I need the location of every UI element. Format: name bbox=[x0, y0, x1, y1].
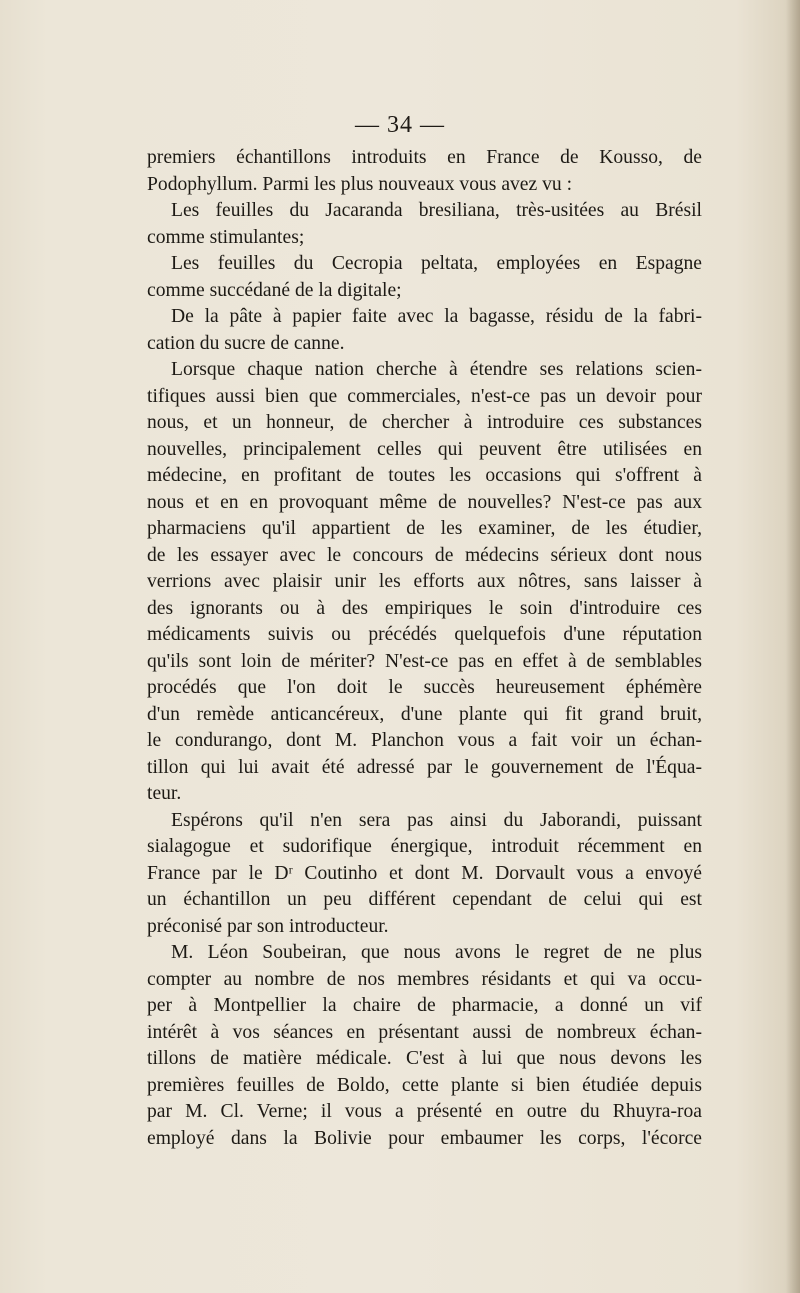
text-line: premières feuilles de Boldo, cette plante si bien étudiée depuis bbox=[147, 1074, 702, 1096]
text-line: per à Montpellier la chaire de pharmacie, a donné un vif bbox=[147, 995, 702, 1016]
text-line: Lorsque chaque nation cherche à étendre ses relations scien- bbox=[171, 359, 702, 380]
text-line: cation du sucre de canne. bbox=[147, 332, 345, 354]
text-line: médecine, en profitant de toutes les occasions qui s'offrent à bbox=[147, 465, 702, 486]
text-line: de les essayer avec le concours de médecins sérieux dont nous bbox=[147, 544, 702, 566]
text-line: tillons de matière médicale. C'est à lui que nous devons les bbox=[147, 1048, 702, 1069]
text-line: tifiques aussi bien que commerciales, n'est-ce pas un devoir pour bbox=[147, 385, 702, 407]
text-line: sialagogue et sudorifique énergique, introduit récemment en bbox=[147, 836, 702, 857]
text-line: qu'ils sont loin de mériter? N'est-ce pas en effet à de semblables bbox=[147, 650, 702, 672]
page-number: — 34 — bbox=[355, 112, 445, 138]
text-line: M. Léon Soubeiran, que nous avons le regret de ne plus bbox=[171, 942, 702, 963]
text-line: médicaments suivis ou précédés quelquefois d'une réputation bbox=[147, 624, 702, 645]
text-line: Espérons qu'il n'en sera pas ainsi du Jaborandi, puissant bbox=[171, 809, 702, 831]
text-line: employé dans la Bolivie pour embaumer les corps, l'écorce bbox=[147, 1127, 702, 1149]
text-line: procédés que l'on doit le succès heureusement éphémère bbox=[147, 677, 702, 698]
text-line: compter au nombre de nos membres résidants et qui va occu- bbox=[147, 968, 702, 990]
text-line: France par le Dʳ Coutinho et dont M. Dorvault vous a envoyé bbox=[147, 862, 702, 884]
text-line: nouvelles, principalement celles qui peuvent être utilisées en bbox=[147, 438, 702, 460]
text-line: un échantillon un peu différent cependant de celui qui est bbox=[147, 889, 702, 910]
text-line: nous et en en provoquant même de nouvelles? N'est-ce pas aux bbox=[147, 491, 702, 513]
text-line: tillon qui lui avait été adressé par le gouvernement de l'Équa- bbox=[147, 756, 702, 778]
text-line: Les feuilles du Jacaranda bresiliana, très-usitées au Brésil bbox=[171, 200, 702, 221]
text-line: De la pâte à papier faite avec la bagasse, résidu de la fabri- bbox=[171, 306, 702, 327]
text-line: comme stimulantes; bbox=[147, 226, 305, 248]
text-line: par M. Cl. Verne; il vous a présenté en outre du Rhuyra-roa bbox=[147, 1101, 702, 1122]
text-line: premiers échantillons introduits en France de Kousso, de bbox=[147, 147, 702, 168]
text-line: teur. bbox=[147, 783, 182, 804]
text-line: Les feuilles du Cecropia peltata, employées en Espagne bbox=[171, 253, 702, 274]
text-line: le condurango, dont M. Planchon vous a fait voir un échan- bbox=[147, 730, 702, 751]
text-line: comme succédané de la digitale; bbox=[147, 279, 402, 301]
text-line: Podophyllum. Parmi les plus nouveaux vous avez vu : bbox=[147, 173, 573, 195]
text-line: intérêt à vos séances en présentant aussi de nombreux échan- bbox=[147, 1021, 702, 1043]
text-line: nous, et un honneur, de chercher à introduire ces substances bbox=[147, 412, 702, 433]
text-line: des ignorants ou à des empiriques le soin d'introduire ces bbox=[147, 597, 702, 619]
body-text bbox=[147, 145, 702, 1152]
text-line: verrions avec plaisir unir les efforts aux nôtres, sans laisser à bbox=[147, 571, 702, 592]
text-line: pharmaciens qu'il appartient de les examiner, de les étudier, bbox=[147, 518, 702, 539]
page-edge-shadow bbox=[786, 0, 800, 1293]
text-line: d'un remède anticancéreux, d'une plante qui fit grand bruit, bbox=[147, 703, 702, 725]
text-line: préconisé par son introducteur. bbox=[147, 915, 389, 937]
